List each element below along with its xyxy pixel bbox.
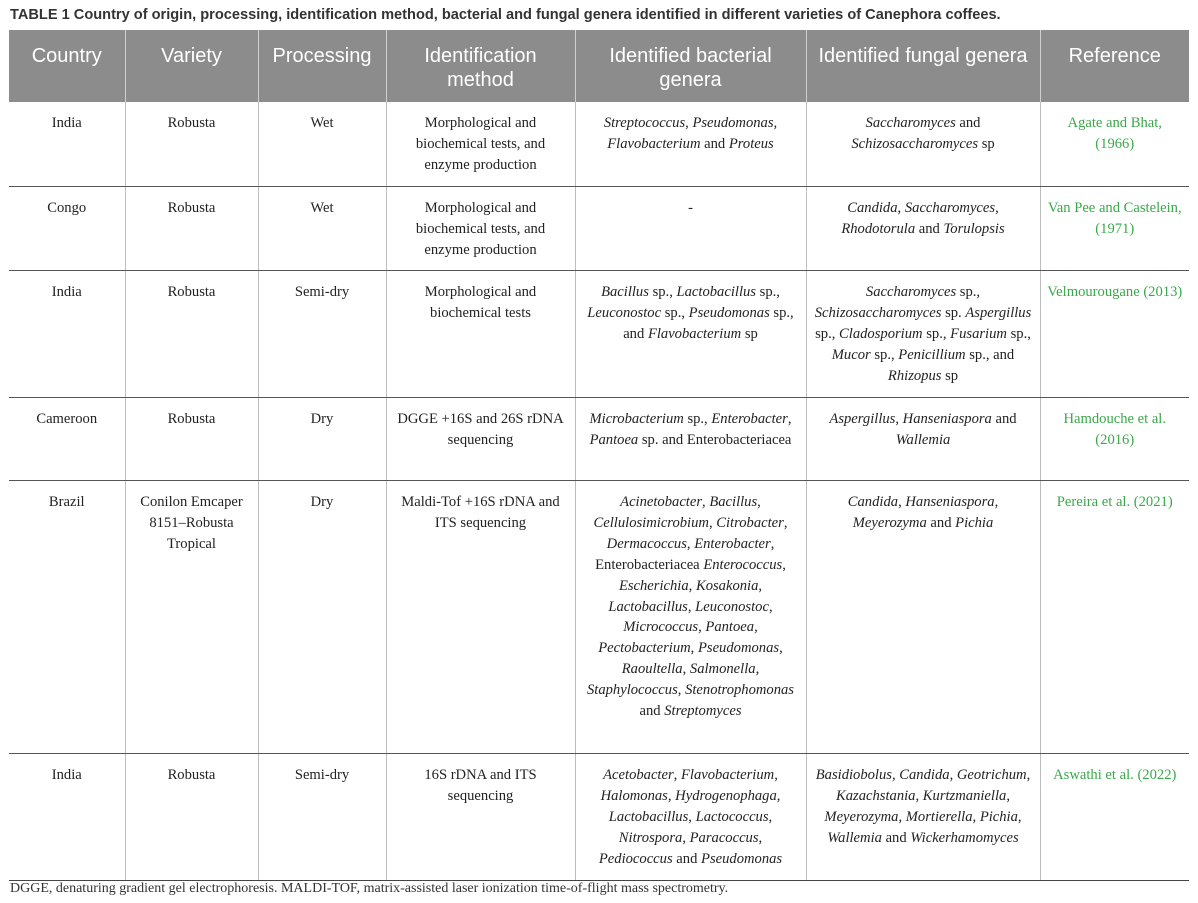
column-header-method: Identification method: [386, 30, 575, 102]
cell-fungal: Candida, Hanseniaspora, Meyerozyma and Pichia: [806, 480, 1040, 753]
cell-fungal: Saccharomyces sp., Schizosaccharomyces sp. Aspergillus sp., Cladosporium sp., Fusarium sp., Mucor sp., Penicillium sp., and Rhizopus sp: [806, 271, 1040, 398]
cell-variety: Robusta: [125, 186, 258, 271]
cell-country: Cameroon: [9, 397, 125, 480]
cell-variety: Robusta: [125, 397, 258, 480]
table-row: [9, 480, 1189, 753]
cell-country: India: [9, 102, 125, 186]
cell-bacterial: Acetobacter, Flavobacterium, Halomonas, Hydrogenophaga, Lactobacillus, Lactococcus, Nitrospora, Paracoccus, Pediococcus and Pseudomonas: [575, 753, 806, 880]
cell-method: Morphological and biochemical tests: [386, 271, 575, 398]
cell-method: Maldi-Tof +16S rDNA and ITS sequencing: [386, 480, 575, 753]
cell-reference-link[interactable]: Pereira et al. (2021): [1040, 480, 1189, 753]
cell-method: DGGE +16S and 26S rDNA sequencing: [386, 397, 575, 480]
data-table: [9, 30, 1189, 881]
table-row: [9, 271, 1189, 398]
cell-fungal: Basidiobolus, Candida, Geotrichum, Kazachstania, Kurtzmaniella, Meyerozyma, Mortierella, Pichia, Wallemia and Wickerhamomyces: [806, 753, 1040, 880]
cell-method: Morphological and biochemical tests, and enzyme production: [386, 186, 575, 271]
table-row: [9, 397, 1189, 480]
cell-processing: Wet: [258, 102, 386, 186]
cell-bacterial: Acinetobacter, Bacillus, Cellulosimicrobium, Citrobacter, Dermacoccus, Enterobacter, Enterobacteriacea Enterococcus, Escherichia, Kosakonia, Lactobacillus, Leuconostoc, Micrococcus, Pantoea, Pectobacterium, Pseudomonas, Raoultella, Salmonella, Staphylococcus, Stenotrophomonas and Streptomyces: [575, 480, 806, 753]
cell-processing: Semi-dry: [258, 271, 386, 398]
cell-fungal: Saccharomyces and Schizosaccharomyces sp: [806, 102, 1040, 186]
column-header-bacterial: Identified bacterial genera: [575, 30, 806, 102]
column-header-reference: Reference: [1040, 30, 1189, 102]
cell-reference-link[interactable]: Agate and Bhat, (1966): [1040, 102, 1189, 186]
cell-bacterial: Microbacterium sp., Enterobacter, Pantoea sp. and Enterobacteriacea: [575, 397, 806, 480]
cell-reference-link[interactable]: Velmourougane (2013): [1040, 271, 1189, 398]
table-row: [9, 102, 1189, 186]
cell-country: Brazil: [9, 480, 125, 753]
table-caption: TABLE 1 Country of origin, processing, identification method, bacterial and fungal genera identified in different varieties of Canephora coffees.: [10, 7, 1001, 23]
column-header-fungal: Identified fungal genera: [806, 30, 1040, 102]
cell-variety: Conilon Emcaper 8151–Robusta Tropical: [125, 480, 258, 753]
cell-processing: Semi-dry: [258, 753, 386, 880]
cell-processing: Wet: [258, 186, 386, 271]
column-header-variety: Variety: [125, 30, 258, 102]
cell-country: India: [9, 271, 125, 398]
column-header-country: Country: [9, 30, 125, 102]
table-row: [9, 186, 1189, 271]
cell-reference-link[interactable]: Hamdouche et al. (2016): [1040, 397, 1189, 480]
cell-processing: Dry: [258, 480, 386, 753]
cell-bacterial: -: [575, 186, 806, 271]
cell-reference-link[interactable]: Aswathi et al. (2022): [1040, 753, 1189, 880]
cell-fungal: Candida, Saccharomyces, Rhodotorula and Torulopsis: [806, 186, 1040, 271]
cell-country: Congo: [9, 186, 125, 271]
table-row: [9, 753, 1189, 880]
cell-processing: Dry: [258, 397, 386, 480]
cell-bacterial: Bacillus sp., Lactobacillus sp., Leuconostoc sp., Pseudomonas sp., and Flavobacterium sp: [575, 271, 806, 398]
column-header-processing: Processing: [258, 30, 386, 102]
cell-variety: Robusta: [125, 102, 258, 186]
cell-variety: Robusta: [125, 271, 258, 398]
cell-reference-link[interactable]: Van Pee and Castelein, (1971): [1040, 186, 1189, 271]
table-header-row: [9, 30, 1189, 102]
cell-fungal: Aspergillus, Hanseniaspora and Wallemia: [806, 397, 1040, 480]
cell-method: 16S rDNA and ITS sequencing: [386, 753, 575, 880]
cell-method: Morphological and biochemical tests, and enzyme production: [386, 102, 575, 186]
cell-country: India: [9, 753, 125, 880]
cell-bacterial: Streptococcus, Pseudomonas, Flavobacterium and Proteus: [575, 102, 806, 186]
cell-variety: Robusta: [125, 753, 258, 880]
table-footnote: DGGE, denaturing gradient gel electrophoresis. MALDI-TOF, matrix-assisted laser ionization time-of-flight mass spectrometry.: [10, 881, 729, 896]
